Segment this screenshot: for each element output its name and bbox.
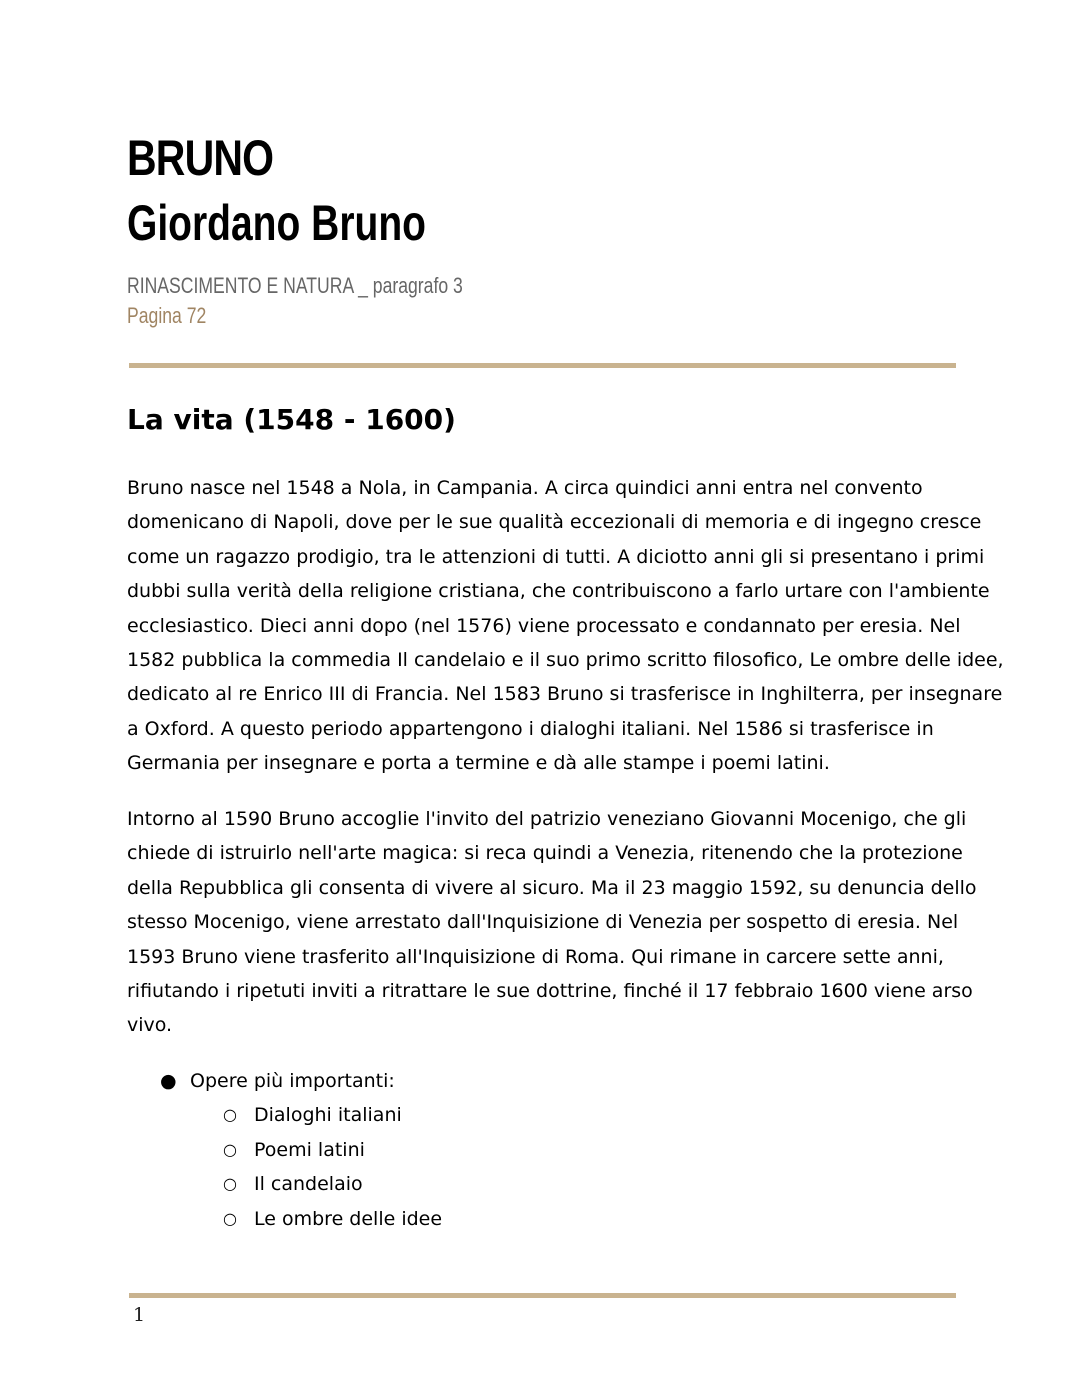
paragraph-1 [127, 471, 1004, 781]
circle-bullet-icon: ○ [223, 1105, 237, 1125]
sub-list-item-label: Le ombre delle idee [254, 1207, 443, 1230]
paragraph-line: chiede di istruirlo nell'arte magica: si reca quindi a Venezia, ritenendo che la protezione [127, 842, 963, 865]
sub-list-item [127, 1202, 957, 1236]
paragraph-line: dedicato al re Enrico III di Francia. Nel 1583 Bruno si trasferisce in Inghilterra, per insegnare [127, 683, 1003, 706]
paragraph-line: dubbi sulla verità della religione cristiana, che contribuiscono a farlo urtare con l'ambiente [127, 580, 990, 603]
footer-divider [129, 1293, 956, 1298]
sub-list-item-label: Il candelaio [254, 1173, 363, 1196]
paragraph-line: Germania per insegnare e porta a termine e dà alle stampe i poemi latini. [127, 752, 830, 775]
paragraph-line: Intorno al 1590 Bruno accoglie l'invito del patrizio veneziano Giovanni Mocenigo, che gli [127, 808, 967, 830]
paragraph-line: della Repubblica gli consenta di vivere al sicuro. Ma il 23 maggio 1592, su denuncia dello [127, 876, 977, 899]
paragraph-line: 1582 pubblica la commedia Il candelaio e il suo primo scritto filosofico, Le ombre delle idee, [127, 649, 1004, 672]
document-subtitle: Giordano Bruno [127, 195, 426, 251]
paragraph-line: stesso Mocenigo, viene arrestato dall'Inquisizione di Venezia per sospetto di eresia. Nel [127, 911, 959, 934]
paragraph-line: rifiutando i ripetuti inviti a ritrattare le sue dottrine, finché il 17 febbraio 1600 viene arso [127, 980, 973, 1003]
paragraph-line: 1593 Bruno viene trasferito all'Inquisizione di Roma. Qui rimane in carcere sette anni, [127, 945, 944, 968]
works-list [127, 1064, 957, 1236]
paragraph-line: vivo. [127, 1014, 173, 1037]
sub-list-item-label: Dialoghi italiani [254, 1104, 402, 1127]
paragraph-line: ecclesiastico. Dieci anni dopo (nel 1576) viene processato e condannato per eresia. Nel [127, 614, 961, 637]
sub-list-item [127, 1167, 957, 1201]
page-reference: Pagina 72 [127, 303, 207, 328]
course-reference: RINASCIMENTO E NATURA _ paragrafo 3 [127, 273, 463, 298]
paragraph-line: Bruno nasce nel 1548 a Nola, in Campania. A circa quindici anni entra nel convento [127, 477, 923, 499]
sub-list-item [127, 1098, 957, 1132]
paragraph-line: a Oxford. A questo periodo appartengono i dialoghi italiani. Nel 1586 si trasferisce in [127, 717, 934, 740]
bullet-icon: ● [160, 1070, 177, 1092]
paragraph-line: domenicano di Napoli, dove per le sue qualità eccezionali di memoria e di ingegno cresce [127, 511, 982, 534]
list-label: Opere più importanti: [190, 1070, 395, 1092]
header-divider [129, 363, 956, 368]
page-number: 1 [133, 1304, 146, 1326]
sub-list-item [127, 1133, 957, 1167]
list-item [127, 1064, 957, 1098]
circle-bullet-icon: ○ [223, 1174, 237, 1194]
section-heading: La vita (1548 - 1600) [127, 403, 456, 436]
document-title: BRUNO [127, 130, 274, 186]
paragraph-line: come un ragazzo prodigio, tra le attenzioni di tutti. A diciotto anni gli si presentano i primi [127, 545, 985, 568]
paragraph-2 [127, 802, 977, 1043]
circle-bullet-icon: ○ [223, 1208, 237, 1228]
circle-bullet-icon: ○ [223, 1139, 237, 1159]
sub-list-item-label: Poemi latini [254, 1138, 365, 1161]
